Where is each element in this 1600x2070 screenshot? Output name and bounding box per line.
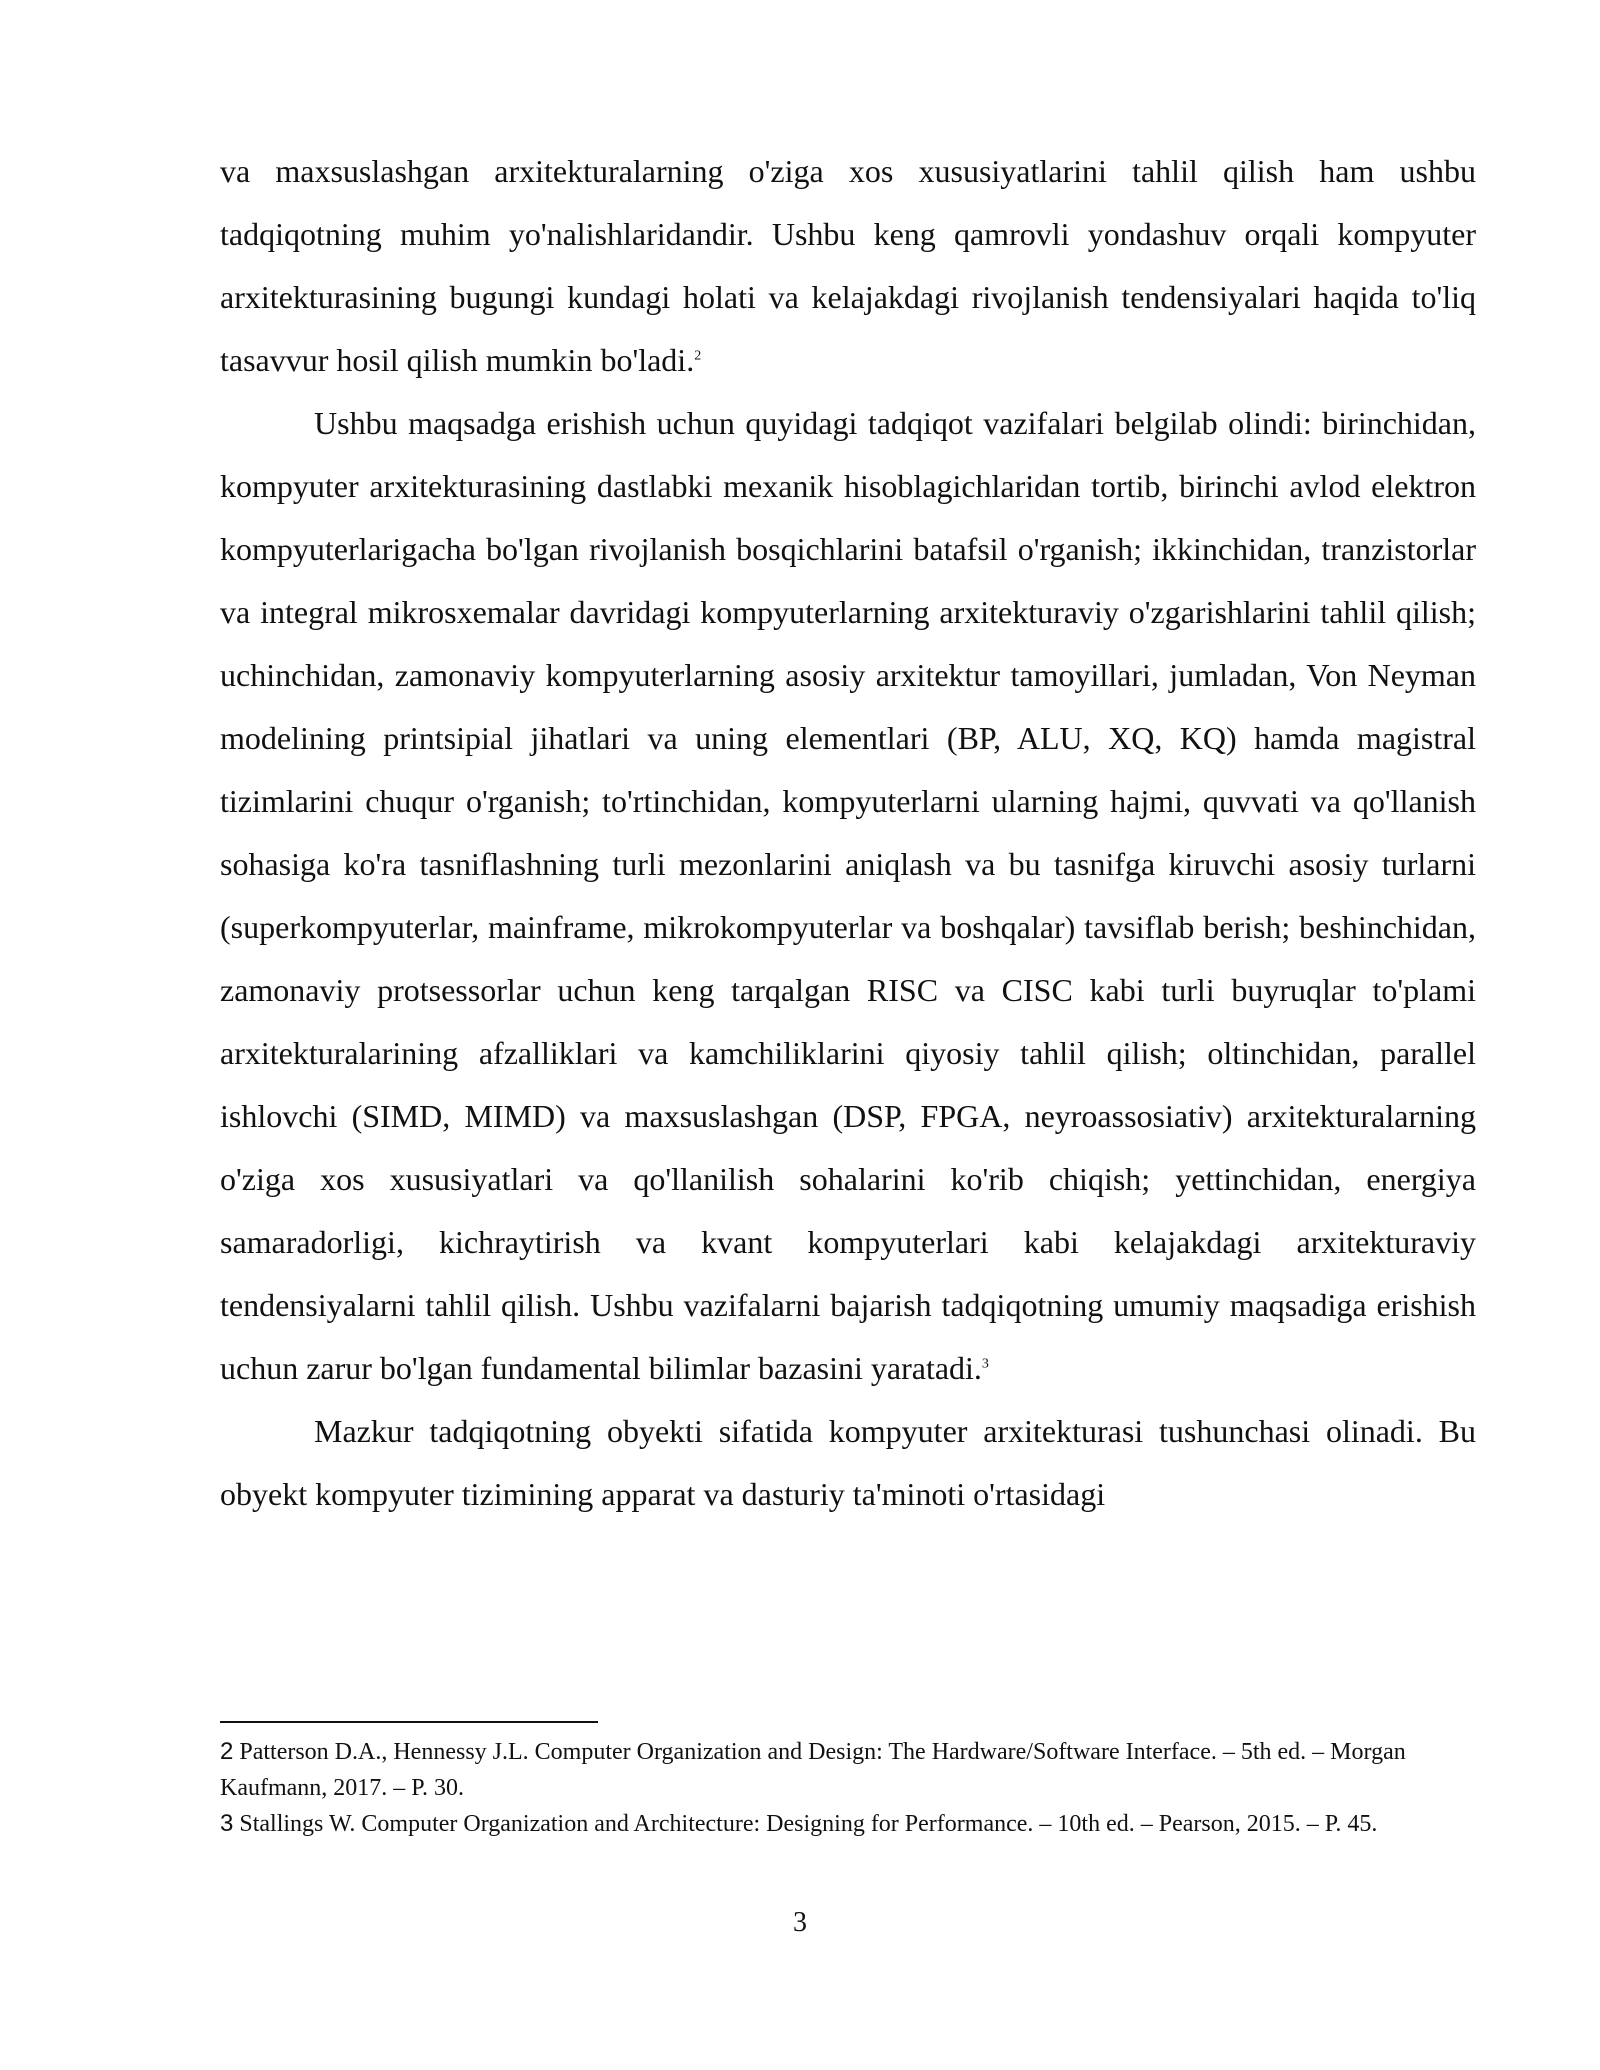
- footnote-number: 2: [220, 1738, 234, 1765]
- page-number: 3: [793, 1907, 807, 1938]
- footnote-reference-3[interactable]: 3: [981, 1356, 989, 1372]
- body-paragraph-3: [220, 1400, 1476, 1526]
- body-paragraph-2: [220, 392, 1476, 1400]
- body-paragraph-1: [220, 140, 1476, 392]
- footnote-text: Stallings W. Computer Organization and Architecture: Designing for Performance. – 10th ed. – Pearson, 2015. – P. 45.: [239, 1811, 1378, 1837]
- document-body: [220, 140, 1476, 1526]
- footnote-2: [220, 1734, 1476, 1806]
- footnote-text: Patterson D.A., Hennessy J.L. Computer Organization and Design: The Hardware/Software Interface. – 5th ed. – Morgan Kaufmann, 2017. – P. 30.: [220, 1739, 1406, 1801]
- paragraph-text: Ushbu maqsadga erishish uchun quyidagi tadqiqot vazifalari belgilab olindi: birinchidan, kompyuter arxitekturasining dastlabki mexanik hisoblagichlaridan tortib, birinchi avlod elektron kompyuterlarigacha bo'lgan rivojlanish bosqichlarini batafsil o'rganish; ikkinchidan, tranzistorlar va integral mikrosxemalar davridagi kompyuterlarning arxitekturaviy o'zgarishlarini tahlil qilish; uchinchidan, zamonaviy kompyuterlarning asosiy arxitektur tamoyillari, jumladan, Von Neyman modelining printsipial jihatlari va uning elementlari (BP, ALU, XQ, KQ) hamda magistral tizimlarini chuqur o'rganish; to'rtinchidan, kompyuterlarni ularning hajmi, quvvati va qo'llanish sohasiga ko'ra tasniflashning turli mezonlarini aniqlash va bu tasnifga kiruvchi asosiy turlarni (superkompyuterlar, mainframe, mikrokompyuterlar va boshqalar) tavsiflab berish; beshinchidan, zamonaviy protsessorlar uchun keng tarqalgan RISC va CISC kabi turli buyruqlar to'plami arxitekturalarining afzalliklari va kamchiliklarini qiyosiy tahlil qilish; oltinchidan, parallel ishlovchi (SIMD, MIMD) va maxsuslashgan (DSP, FPGA, neyroassosiativ) arxitekturalarning o'ziga xos xususiyatlari va qo'llanilish sohalarini ko'rib chiqish; yettinchidan, energiya samaradorligi, kichraytirish va kvant kompyuterlari kabi kelajakdagi arxitekturaviy tendensiyalarni tahlil qilish. Ushbu vazifalarni bajarish tadqiqotning umumiy maqsadiga erishish uchun zarur bo'lgan fundamental bilimlar bazasini yaratadi.: [220, 405, 1476, 1386]
- footnote-number: 3: [220, 1810, 234, 1837]
- footnote-separator: [220, 1721, 598, 1723]
- footnotes-section: [220, 1734, 1476, 1842]
- footnote-3: [220, 1806, 1476, 1842]
- footnote-reference-2[interactable]: 2: [694, 348, 702, 364]
- paragraph-text: va maxsuslashgan arxitekturalarning o'ziga xos xususiyatlarini tahlil qilish ham ushbu tadqiqotning muhim yo'nalishlaridandir. Ushbu keng qamrovli yondashuv orqali kompyuter arxitekturasining bugungi kundagi holati va kelajakdagi rivojlanish tendensiyalari haqida to'liq tasavvur hosil qilish mumkin bo'ladi.: [220, 153, 1476, 378]
- paragraph-text: Mazkur tadqiqotning obyekti sifatida kompyuter arxitekturasi tushunchasi olinadi. Bu obyekt kompyuter tizimining apparat va dasturiy ta'minoti o'rtasidagi: [220, 1413, 1476, 1512]
